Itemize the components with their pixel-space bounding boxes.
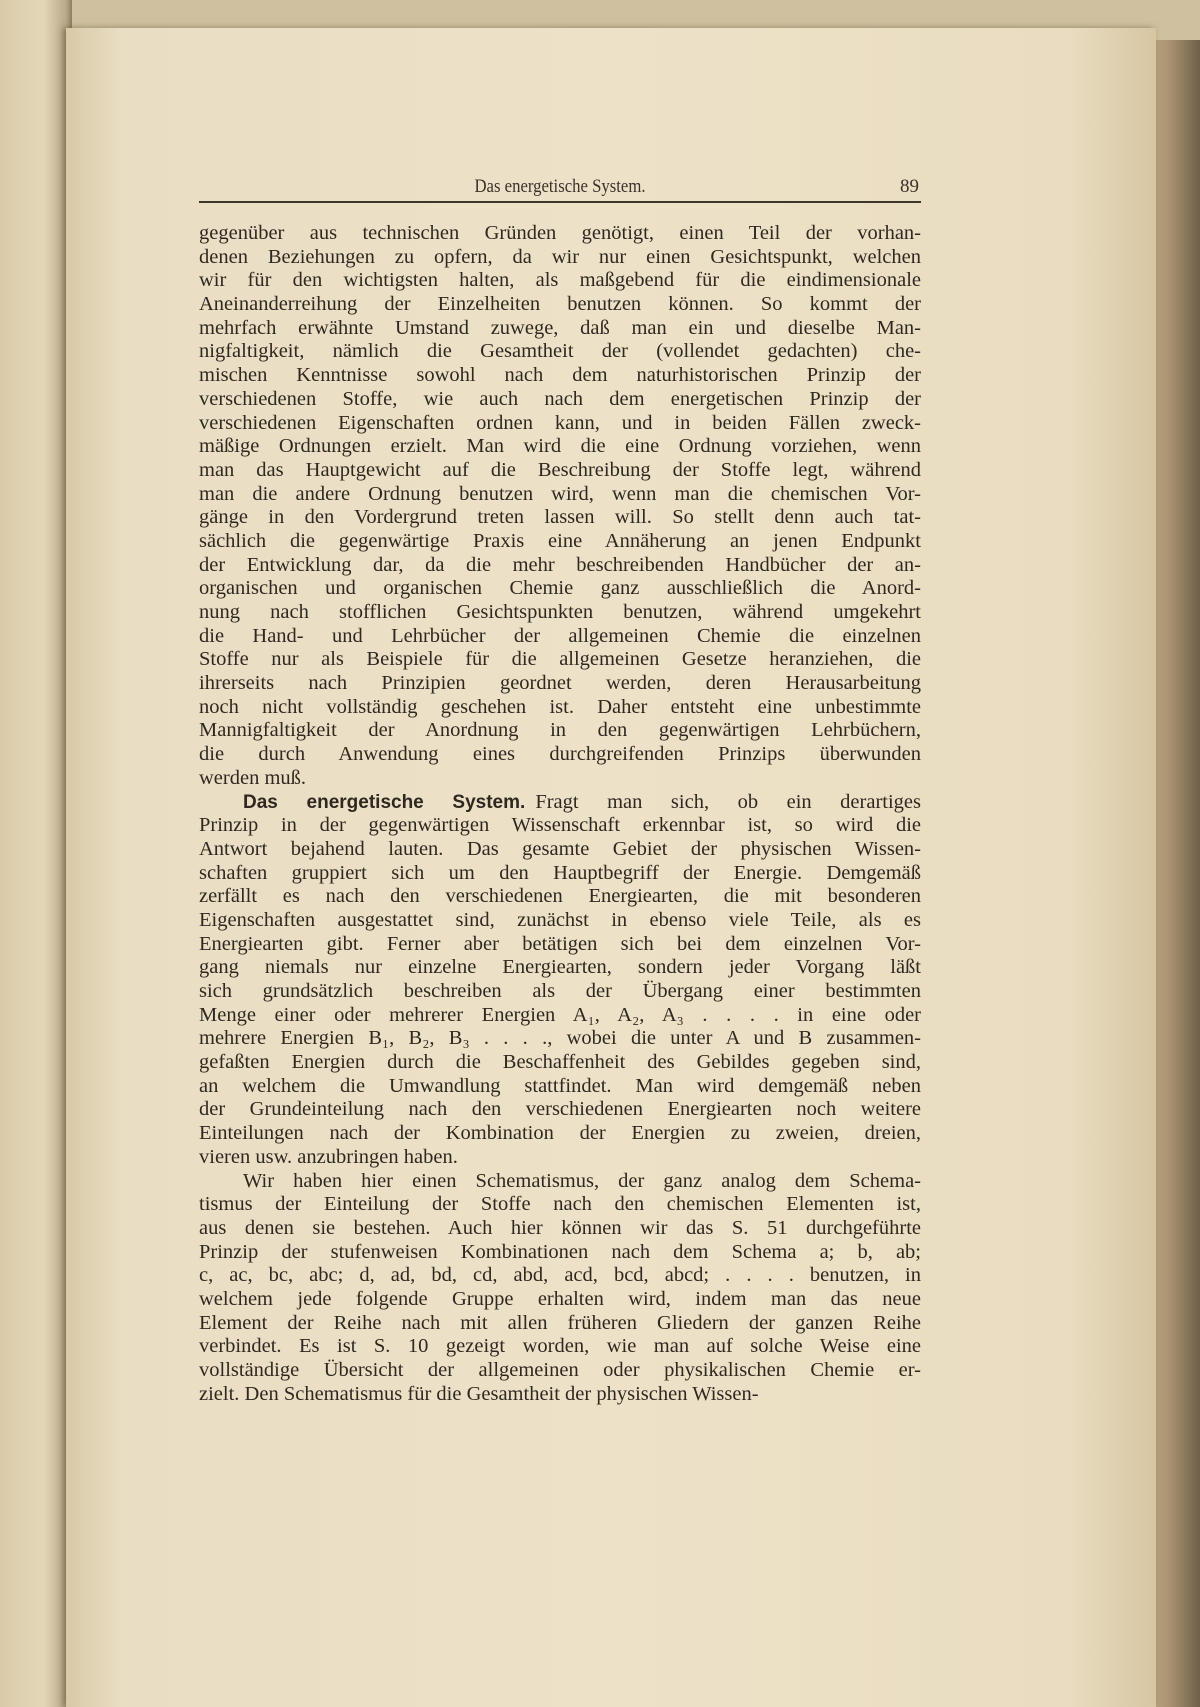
text-line (199, 530, 921, 554)
line-text: verschiedenen Eigenschaften ordnen kann, und in beiden Fällen zweck- (199, 411, 921, 434)
text-line (199, 506, 921, 530)
text-line (199, 909, 921, 933)
line-text: an welchem die Umwandlung stattfindet. Man wird demgemäß neben (199, 1074, 921, 1097)
text-line (199, 412, 921, 436)
line-text: organischen und organischen Chemie ganz ausschließlich die Anord- (199, 577, 921, 600)
line-text: Antwort bejahend lauten. Das gesamte Gebiet der physischen Wissen- (199, 837, 921, 860)
text-line (199, 862, 921, 886)
line-text: Einteilungen nach der Kombination der Energien zu zweien, dreien, (199, 1122, 921, 1145)
line-text: vollständige Übersicht der allgemeinen oder physikalischen Chemie er- (199, 1359, 921, 1381)
line-text: der Entwicklung dar, da die mehr beschreibenden Handbücher der an- (199, 553, 921, 576)
text-line (199, 340, 921, 364)
text-line (199, 577, 921, 601)
line-text: Element der Reihe nach mit allen früheren Gliedern der ganzen Reihe (199, 1311, 921, 1334)
line-text: mischen Kenntnisse sowohl nach dem naturhistorischen Prinzip der (199, 364, 921, 387)
line-text: mäßige Ordnungen erzielt. Man wird die eine Ordnung vorziehen, wenn (199, 435, 921, 458)
text-line (199, 933, 921, 957)
text-line (199, 1241, 921, 1265)
paragraph (199, 222, 921, 791)
header-rule (199, 201, 921, 203)
text-line (199, 1004, 921, 1028)
line-text: der Grundeinteilung nach den verschiedenen Energiearten noch weitere (199, 1098, 921, 1121)
line-text: noch nicht vollständig geschehen ist. Daher entsteht eine unbestimmte (199, 695, 921, 718)
line-text: mehrfach erwähnte Umstand zuwege, daß man ein und dieselbe Man- (199, 316, 921, 339)
paragraph (199, 1170, 921, 1407)
line-text: zerfällt es nach den verschiedenen Energiearten, die mit besonderen (199, 885, 921, 908)
line-text: die Hand- und Lehrbücher der allgemeinen Chemie die einzelnen (199, 624, 921, 647)
text-line (199, 601, 921, 625)
text-line (199, 364, 921, 388)
page-number: 89 (900, 176, 919, 197)
text-line (199, 791, 921, 815)
line-text: vieren usw. anzubringen haben. (199, 1145, 458, 1168)
line-text: ihrerseits nach Prinzipien geordnet werden, deren Herausarbeitung (199, 672, 921, 695)
text-line (199, 1193, 921, 1217)
text-line (199, 435, 921, 459)
text-line (199, 459, 921, 483)
text-line (199, 1335, 921, 1359)
line-text: wir für den wichtigsten halten, als maßgebend für die eindimensionale (199, 269, 921, 292)
text-line (199, 672, 921, 696)
text-line (199, 838, 921, 862)
line-text: c, ac, bc, abc; d, ad, bd, cd, abd, acd, bcd, abcd; . . . . benutzen, in (199, 1264, 921, 1287)
text-line (199, 246, 921, 270)
text-line (199, 1122, 921, 1146)
line-text: aus denen sie bestehen. Auch hier können wir das S. 51 durchgeführte (199, 1216, 921, 1239)
text-line (199, 1383, 921, 1407)
text-line (199, 814, 921, 838)
text-line (199, 269, 921, 293)
line-text: tismus der Einteilung der Stoffe nach den chemischen Elementen ist, (199, 1193, 921, 1216)
text-line (199, 885, 921, 909)
line-text: verschiedenen Stoffe, wie auch nach dem energetischen Prinzip der (199, 387, 921, 410)
text-line (199, 625, 921, 649)
paragraph (199, 791, 921, 1170)
line-text: gefaßten Energien durch die Beschaffenheit des Gebildes gegeben sind, (199, 1051, 921, 1074)
text-line (199, 1146, 921, 1170)
line-text: Eigenschaften ausgestattet sind, zunächst in ebenso viele Teile, als es (199, 908, 921, 931)
line-text: Mannigfaltigkeit der Anordnung in den gegenwärtigen Lehrbüchern, (199, 719, 921, 742)
text-line (199, 648, 921, 672)
body-text (199, 222, 921, 1406)
line-text: schaften gruppiert sich um den Hauptbegriff der Energie. Demgemäß (199, 861, 921, 884)
line-text: Wir haben hier einen Schematismus, der ganz analog dem Schema- (243, 1169, 921, 1192)
line-text: nigfaltigkeit, nämlich die Gesamtheit der (vollendet gedachten) che- (199, 340, 921, 363)
line-text: Menge einer oder mehrerer Energien A₁, A₂, A₃ . . . . in eine oder (199, 1003, 921, 1026)
line-text: Aneinanderreihung der Einzelheiten benutzen können. So kommt der (199, 293, 921, 316)
text-line (199, 719, 921, 743)
line-text: man das Hauptgewicht auf die Beschreibung der Stoffe legt, während (199, 458, 921, 481)
text-line (199, 1027, 921, 1051)
line-text: werden muß. (199, 766, 307, 789)
section-heading: Das energetische System. (243, 791, 526, 813)
text-line (199, 767, 921, 791)
text-line (199, 293, 921, 317)
line-text: sich grundsätzlich beschreiben als der Übergang einer bestimmten (199, 980, 921, 1002)
page-stack-edge (1150, 40, 1200, 1707)
running-header (199, 176, 921, 200)
text-line (199, 317, 921, 341)
line-text: man die andere Ordnung benutzen wird, wenn man die chemischen Vor- (199, 482, 921, 505)
line-text: Stoffe nur als Beispiele für die allgemeinen Gesetze heranziehen, die (199, 648, 921, 671)
line-text: verbindet. Es ist S. 10 gezeigt worden, wie man auf solche Weise eine (199, 1335, 921, 1358)
text-line (199, 1217, 921, 1241)
line-text: mehrere Energien B₁, B₂, B₃ . . . ., wobei die unter A und B zusammen- (199, 1027, 921, 1050)
line-text: gegenüber aus technischen Gründen genötigt, einen Teil der vorhan- (199, 222, 921, 244)
line-text: nung nach stofflichen Gesichtspunkten benutzen, während umgekehrt (199, 601, 921, 623)
line-text: gang niemals nur einzelne Energiearten, sondern jeder Vorgang läßt (199, 956, 921, 979)
text-line (199, 1312, 921, 1336)
text-line (199, 1264, 921, 1288)
line-text: die durch Anwendung eines durchgreifenden Prinzips überwunden (199, 743, 921, 766)
text-line (199, 1170, 921, 1194)
text-line (199, 1075, 921, 1099)
running-title: Das energetische System. (474, 176, 646, 197)
line-text: Prinzip der stufenweisen Kombinationen nach dem Schema a; b, ab; (199, 1240, 921, 1263)
text-line (199, 696, 921, 720)
line-text: denen Beziehungen zu opfern, da wir nur einen Gesichtspunkt, welchen (199, 245, 921, 268)
text-line (199, 1051, 921, 1075)
line-text: Fragt man sich, ob ein derartiges (535, 790, 921, 813)
text-line (199, 956, 921, 980)
text-line (199, 743, 921, 767)
text-line (199, 1288, 921, 1312)
line-text: Energiearten gibt. Ferner aber betätigen sich bei dem einzelnen Vor- (199, 932, 921, 955)
facing-page-edge (0, 0, 72, 1707)
text-line (199, 1359, 921, 1383)
text-line (199, 554, 921, 578)
text-line (199, 483, 921, 507)
text-line (199, 388, 921, 412)
line-text: gänge in den Vordergrund treten lassen will. So stellt denn auch tat- (199, 506, 921, 529)
line-text: sächlich die gegenwärtige Praxis eine Annäherung an jenen Endpunkt (199, 529, 921, 552)
line-text: Prinzip in der gegenwärtigen Wissenschaft erkennbar ist, so wird die (199, 814, 921, 837)
line-text: zielt. Den Schematismus für die Gesamtheit der physischen Wissen- (199, 1382, 759, 1405)
line-text: welchem jede folgende Gruppe erhalten wird, indem man das neue (199, 1287, 921, 1310)
text-line (199, 1098, 921, 1122)
text-line (199, 222, 921, 246)
text-line (199, 980, 921, 1004)
